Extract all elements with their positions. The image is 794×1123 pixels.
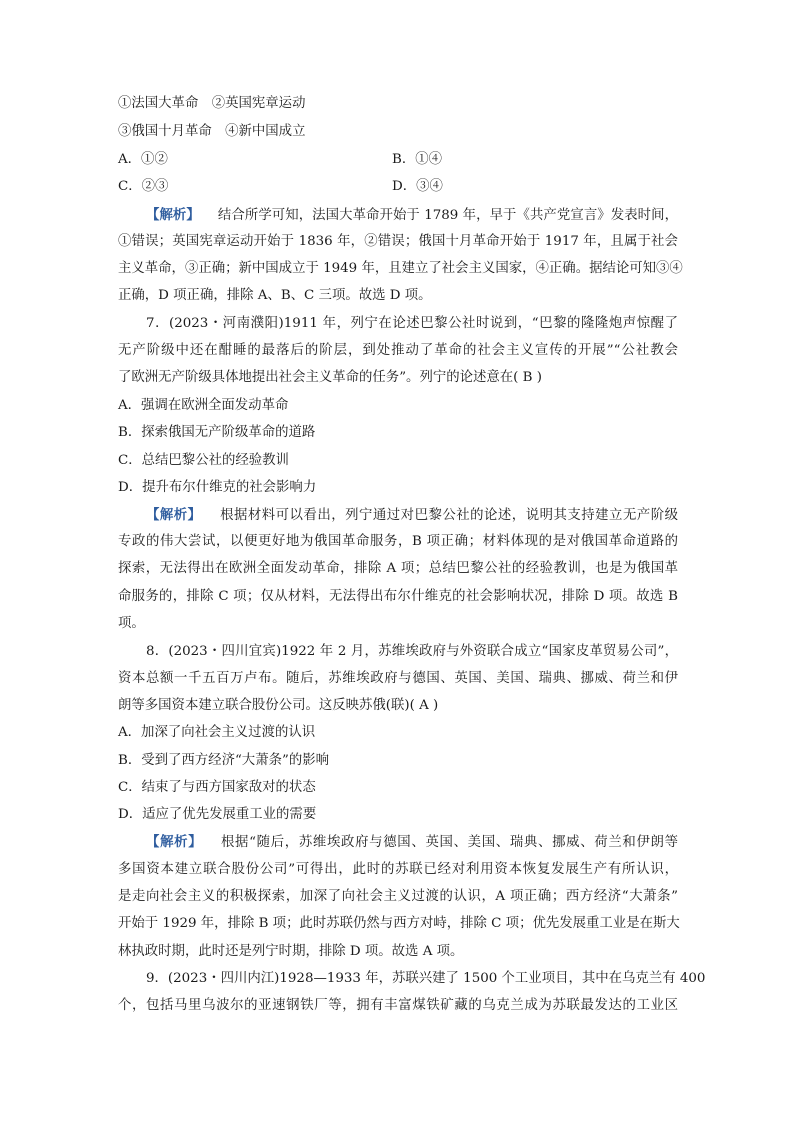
q6-option-a: A．①② <box>118 152 168 167</box>
q6-analysis-tag: 【解析】 <box>146 207 200 223</box>
q8-analysis-line-4: 开始于 1929 年，排除 B 项；此时苏联仍然与西方对峙，排除 C 项；优先发展重工业是在斯大 <box>118 916 680 931</box>
q6-option-c: C．②③ <box>118 179 169 194</box>
q6-option-d: D．③④ <box>392 179 443 194</box>
q7-analysis-tag: 【解析】 <box>146 507 202 523</box>
q7-analysis-line-4: 命服务的，排除 C 项；仅从材料，无法得出布尔什维克的社会影响状况，排除 D 项。故选 B <box>118 589 678 604</box>
q6-items-line-2: ③俄国十月革命 ④新中国成立 <box>118 124 306 139</box>
q8-stem-line-1: 8．(2023・四川宜宾)1922 年 2 月，苏维埃政府与外资联合成立“国家皮革贸易公司”， <box>146 644 678 659</box>
q8-analysis-line-5: 林执政时期，此时还是列宁时期，排除 D 项。故选 A 项。 <box>118 944 464 959</box>
q7-analysis-line-2: 专政的伟大尝试，以便更好地为俄国革命服务，B 项正确；材料体现的是对俄国革命道路的 <box>118 534 678 549</box>
q8-stem-line-2: 资本总额一千五百万卢布。随后，苏维埃政府与德国、英国、美国、瑞典、挪威、荷兰和伊 <box>118 671 678 686</box>
q7-analysis-line-5: 项。 <box>118 616 145 631</box>
q7-stem-line-3: 了欧洲无产阶级具体地提出社会主义革命的任务”。列宁的论述意在( B ) <box>118 370 542 385</box>
q6-analysis-line-4: 正确，D 项正确，排除 A、B、C 三项。故选 D 项。 <box>118 288 432 303</box>
q8-analysis-tag: 【解析】 <box>146 834 203 850</box>
q6-items-line-1: ①法国大革命 ②英国宪章运动 <box>118 96 306 111</box>
q7-stem-line-1: 7．(2023・河南濮阳)1911 年，列宁在论述巴黎公社时说到，“巴黎的隆隆炮声惊醒了 <box>146 316 678 331</box>
q7-stem-line-2: 无产阶级中还在酣睡的最落后的阶层，到处推动了革命的社会主义宣传的开展”“公社教会 <box>118 343 678 358</box>
q8-analysis-line-3: 是走向社会主义的积极探索，加深了向社会主义过渡的认识，A 项正确；西方经济“大萧条” <box>118 889 678 904</box>
q7-option-c: C．总结巴黎公社的经验教训 <box>118 453 289 468</box>
q8-option-a: A．加深了向社会主义过渡的认识 <box>118 725 316 740</box>
q7-analysis-line-1: 【解析】 根据材料可以看出，列宁通过对巴黎公社的论述，说明其支持建立无产阶级 <box>146 507 679 523</box>
q6-options-row-1 <box>118 150 678 170</box>
q6-options-row-2 <box>118 177 678 197</box>
q7-option-b: B．探索俄国无产阶级革命的道路 <box>118 425 316 440</box>
q8-option-b: B．受到了西方经济“大萧条”的影响 <box>118 753 329 768</box>
q6-analysis-line-3: 主义革命，③正确；新中国成立于 1949 年，且建立了社会主义国家，④正确。据结论可知③④ <box>118 261 683 276</box>
q7-option-d: D．提升布尔什维克的社会影响力 <box>118 480 317 495</box>
q8-analysis-line-2: 多国资本建立联合股份公司”可得出，此时的苏联已经对利用资本恢复发展生产有所认识， <box>118 862 678 877</box>
q8-option-d: D．适应了优先发展重工业的需要 <box>118 807 317 822</box>
q7-analysis-line-3: 探索，无法得出在欧洲全面发动革命，排除 A 项；总结巴黎公社的经验教训，也是为俄国革 <box>118 561 678 576</box>
q9-stem-line-2: 个，包括马里乌波尔的亚速钢铁厂等，拥有丰富煤铁矿藏的乌克兰成为苏联最发达的工业区 <box>118 998 678 1013</box>
q8-stem-line-3: 朗等多国资本建立联合股份公司。这反映苏俄(联)( A ) <box>118 698 439 713</box>
q6-analysis-line-1: 【解析】 结合所学可知，法国大革命开始于 1789 年，早于《共产党宣言》发表时间， <box>146 207 678 223</box>
q6-analysis-line-2: ①错误；英国宪章运动开始于 1836 年，②错误；俄国十月革命开始于 1917 年，且属于社会 <box>118 234 678 249</box>
q6-option-b: B．①④ <box>392 152 443 167</box>
q8-analysis-line-1: 【解析】 根据“随后，苏维埃政府与德国、英国、美国、瑞典、挪威、荷兰和伊朗等 <box>146 834 679 850</box>
q7-option-a: A．强调在欧洲全面发动革命 <box>118 398 289 413</box>
q8-option-c: C．结束了与西方国家敌对的状态 <box>118 780 316 795</box>
q9-stem-line-1: 9．(2023・四川内江)1928—1933 年，苏联兴建了 1500 个工业项目，其中在乌克兰有 400 <box>146 971 706 986</box>
